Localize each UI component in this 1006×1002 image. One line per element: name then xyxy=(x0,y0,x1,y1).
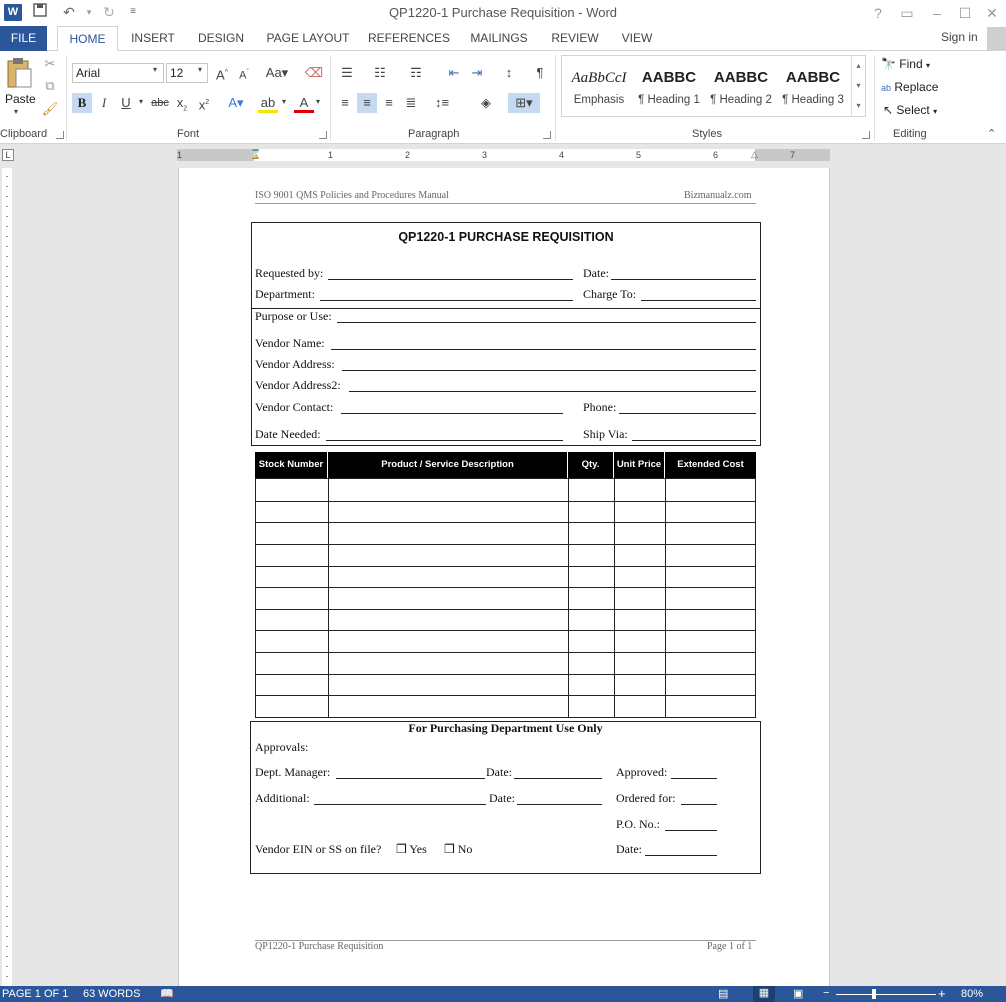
style-preview: AaBbCcI xyxy=(571,70,627,86)
font-group-label: Font xyxy=(177,128,200,140)
ruler-tick xyxy=(6,966,8,967)
change-case-icon[interactable]: Aa▾ xyxy=(265,65,289,80)
table-row[interactable] xyxy=(256,544,755,566)
ruler-tick xyxy=(6,526,8,527)
numbering-icon[interactable]: ☷ xyxy=(374,65,386,80)
table-row[interactable] xyxy=(256,566,755,588)
ruler-number: 2 xyxy=(405,150,411,160)
title-bar xyxy=(0,0,1006,26)
sign-in-link[interactable]: Sign in xyxy=(941,30,978,44)
ruler-tick xyxy=(6,976,8,977)
style-preview: AABBC xyxy=(641,69,697,86)
checkbox-icon[interactable]: ❒ xyxy=(396,842,407,856)
read-mode-icon[interactable]: ▤ xyxy=(718,988,729,1000)
right-indent-marker-icon[interactable]: △ xyxy=(751,149,758,159)
zoom-level[interactable]: 80% xyxy=(961,988,984,1000)
ordered-for-field[interactable] xyxy=(681,804,717,805)
superscript-button[interactable]: $x^2$ xyxy=(198,97,210,113)
bullets-icon[interactable]: ☰ xyxy=(341,65,353,80)
table-row[interactable] xyxy=(256,501,755,523)
date1-field[interactable] xyxy=(514,778,602,779)
paste-dropdown-icon[interactable]: ▾ xyxy=(14,107,19,116)
yes-option[interactable] xyxy=(396,842,427,857)
help-icon[interactable]: ? xyxy=(874,5,882,21)
underline-dropdown-icon[interactable]: ▾ xyxy=(139,97,144,106)
ruler-number: 4 xyxy=(559,150,565,160)
table-row[interactable] xyxy=(256,522,755,544)
zoom-slider[interactable] xyxy=(836,994,936,995)
table-row[interactable] xyxy=(256,695,755,717)
po-no-field[interactable] xyxy=(665,830,717,831)
redo-icon[interactable]: ↻ xyxy=(103,4,115,20)
replace-label: Replace xyxy=(894,80,939,94)
ruler-tick xyxy=(6,846,8,847)
ruler-tick xyxy=(6,716,8,717)
col-header-unit-price: Unit Price xyxy=(614,452,664,478)
ruler-tick xyxy=(6,786,8,787)
align-right-icon[interactable]: ≡ xyxy=(385,95,393,110)
ruler-number: 3 xyxy=(482,150,488,160)
font-name-value: Arial xyxy=(76,66,101,80)
checkbox-icon[interactable]: ❒ xyxy=(444,842,455,856)
purpose-field[interactable] xyxy=(337,322,756,323)
styles-group-label: Styles xyxy=(692,128,722,140)
ruler-tick xyxy=(6,886,8,887)
ruler-tick xyxy=(6,476,8,477)
ship-via-field[interactable] xyxy=(632,440,756,441)
maximize-icon[interactable]: ☐ xyxy=(958,5,972,21)
ruler-tick xyxy=(6,566,8,567)
ruler-tick xyxy=(6,346,8,347)
style-preview: AABBC xyxy=(785,69,841,86)
ruler-tick xyxy=(6,446,8,447)
paragraph-group-label: Paragraph xyxy=(408,128,460,140)
multilevel-list-icon[interactable]: ☶ xyxy=(410,65,422,80)
date-label: Date: xyxy=(583,266,609,280)
po-no-label: P.O. No.: xyxy=(616,817,661,831)
date3-label: Date: xyxy=(616,842,642,856)
ruler-tick xyxy=(6,906,8,907)
sort-icon[interactable]: ↕ xyxy=(505,65,513,80)
highlight-icon[interactable]: ab xyxy=(258,93,278,113)
zoom-slider-handle[interactable] xyxy=(872,989,876,999)
page-count[interactable]: PAGE 1 OF 1 xyxy=(2,988,69,1000)
charge-to-label: Charge To: xyxy=(583,287,637,301)
ruler-tick xyxy=(6,816,8,817)
form-title: QP1220-1 PURCHASE REQUISITION xyxy=(398,230,614,244)
ruler-tick xyxy=(6,396,8,397)
word-count[interactable]: 63 WORDS xyxy=(83,988,141,1000)
ruler-tick xyxy=(6,666,8,667)
tab-review[interactable]: REVIEW xyxy=(551,31,599,45)
ruler-tick xyxy=(6,766,8,767)
tab-design[interactable]: DESIGN xyxy=(197,31,244,45)
style-name: Emphasis xyxy=(573,94,625,106)
clipboard-group-label: Clipboard xyxy=(0,128,48,140)
ruler-tick xyxy=(6,576,8,577)
department-field[interactable] xyxy=(320,300,573,301)
replace-icon: ab xyxy=(881,83,892,93)
tab-mailings[interactable]: MAILINGS xyxy=(470,31,528,45)
collapse-ribbon-icon[interactable]: ⌃ xyxy=(987,128,997,140)
style-heading-1[interactable] xyxy=(634,56,704,116)
ruler-tick xyxy=(6,546,8,547)
vendor-address-label: Vendor Address: xyxy=(255,357,335,371)
vendor-address2-field[interactable] xyxy=(349,391,756,392)
charge-to-field[interactable] xyxy=(641,300,756,301)
ruler-tick xyxy=(6,606,8,607)
ruler-tick xyxy=(6,586,8,587)
font-color-dropdown-icon[interactable]: ▾ xyxy=(316,97,321,106)
borders-icon[interactable]: ⊞▾ xyxy=(508,93,540,113)
style-heading-2[interactable] xyxy=(706,56,776,116)
ruler-tick xyxy=(6,736,8,737)
ruler-tick xyxy=(6,266,8,267)
date-field[interactable] xyxy=(611,279,756,280)
web-layout-icon[interactable]: ▣ xyxy=(793,988,804,1000)
date1-label: Date: xyxy=(486,765,512,779)
ruler-tick xyxy=(6,296,8,297)
items-table xyxy=(255,452,756,718)
paste-icon[interactable] xyxy=(5,57,33,89)
left-indent-marker-icon[interactable]: ⌛ xyxy=(250,149,262,159)
styles-gallery xyxy=(561,55,866,117)
replace-button[interactable] xyxy=(881,80,938,94)
justify-icon[interactable]: ≣ xyxy=(405,95,417,110)
ruler-tick xyxy=(6,686,8,687)
no-label: No xyxy=(457,842,473,856)
col-header-description: Product / Service Description xyxy=(328,452,567,478)
ruler-tick xyxy=(6,856,8,857)
col-header-stock-number: Stock Number xyxy=(255,452,327,478)
dept-manager-label: Dept. Manager: xyxy=(255,765,331,779)
ruler-tick xyxy=(6,896,8,897)
shading-icon[interactable]: ◈ xyxy=(481,95,491,110)
table-column-divider xyxy=(328,479,329,717)
ruler-tick xyxy=(6,436,8,437)
ruler-tick xyxy=(6,186,8,187)
ruler-tick xyxy=(6,236,8,237)
clear-formatting-icon[interactable]: ⌫ xyxy=(304,65,324,80)
ruler-tick xyxy=(6,176,8,177)
ruler-tick xyxy=(6,556,8,557)
vendor-contact-field[interactable] xyxy=(341,413,563,414)
align-center-icon[interactable]: ≡ xyxy=(357,93,377,113)
ruler-number: 7 xyxy=(790,150,796,160)
ruler-tick xyxy=(6,456,8,457)
ruler-tick xyxy=(6,226,8,227)
ship-via-label: Ship Via: xyxy=(583,427,628,441)
ruler-tick xyxy=(6,796,8,797)
font-size-dropdown-icon[interactable]: ▾ xyxy=(198,65,203,74)
increase-indent-icon[interactable]: ⇥ xyxy=(471,65,483,80)
col-header-extended-cost: Extended Cost xyxy=(665,452,756,478)
vendor-address2-label: Vendor Address2: xyxy=(255,378,341,392)
ribbon-home xyxy=(0,51,1006,144)
date-needed-label: Date Needed: xyxy=(255,427,321,441)
italic-button[interactable]: I xyxy=(101,95,107,110)
minimize-icon[interactable]: – xyxy=(933,5,941,21)
select-label: Select xyxy=(896,103,930,117)
styles-launcher-icon[interactable] xyxy=(862,131,870,139)
table-row[interactable] xyxy=(256,674,755,696)
date3-field[interactable] xyxy=(645,855,717,856)
phone-label: Phone: xyxy=(583,400,617,414)
copy-icon[interactable]: ⧉ xyxy=(45,78,55,93)
department-label: Department: xyxy=(255,287,315,301)
vertical-ruler[interactable] xyxy=(2,168,12,986)
subscript-button[interactable]: $x_2$ xyxy=(176,95,188,113)
table-row[interactable] xyxy=(256,609,755,631)
font-size-value: 12 xyxy=(170,66,184,80)
ruler-tick xyxy=(6,696,8,697)
ruler-tick xyxy=(6,316,8,317)
table-column-divider xyxy=(614,479,615,717)
ruler-tick xyxy=(6,826,8,827)
ruler-tick xyxy=(6,646,8,647)
paragraph-launcher-icon[interactable] xyxy=(543,131,551,139)
grow-font-icon[interactable]: A^ xyxy=(216,67,228,83)
ribbon-display-icon[interactable]: ▭ xyxy=(900,5,914,21)
cut-icon[interactable]: ✂ xyxy=(44,56,56,71)
zoom-in-icon[interactable]: + xyxy=(938,986,946,1001)
header-rule xyxy=(255,203,756,204)
line-spacing-icon[interactable]: ↕≡ xyxy=(434,95,450,110)
ruler-tick xyxy=(6,416,8,417)
clipboard-launcher-icon[interactable] xyxy=(56,131,64,139)
ruler-tick xyxy=(6,836,8,837)
ruler-tick xyxy=(6,726,8,727)
date2-field[interactable] xyxy=(517,804,602,805)
ruler-tick xyxy=(6,756,8,757)
window-title: QP1220-1 Purchase Requisition - Word xyxy=(388,5,618,20)
date-needed-field[interactable] xyxy=(326,440,563,441)
ruler-tick xyxy=(6,876,8,877)
font-color-icon[interactable]: A xyxy=(294,93,314,113)
ruler-tick xyxy=(6,956,8,957)
style-name: ¶ Heading 2 xyxy=(710,94,772,106)
header-left: ISO 9001 QMS Policies and Procedures Manual xyxy=(255,190,449,201)
ordered-for-label: Ordered for: xyxy=(616,791,676,805)
dept-manager-field[interactable] xyxy=(336,778,485,779)
ruler-tick xyxy=(6,306,8,307)
col-header-qty: Qty. xyxy=(568,452,613,478)
ruler-tick xyxy=(6,636,8,637)
ruler-tick xyxy=(6,356,8,357)
ruler-tick xyxy=(6,936,8,937)
ruler-tick xyxy=(6,616,8,617)
tab-selector-icon[interactable]: L xyxy=(2,149,14,161)
find-dropdown-icon: ▾ xyxy=(925,61,930,70)
ruler-tick xyxy=(6,596,8,597)
underline-button[interactable]: U xyxy=(121,95,131,110)
ruler-tick xyxy=(6,466,8,467)
ruler-tick xyxy=(6,626,8,627)
vendor-name-label: Vendor Name: xyxy=(255,336,325,350)
ruler-tick xyxy=(6,676,8,677)
ruler-tick xyxy=(6,426,8,427)
ruler-tick xyxy=(6,256,8,257)
purchasing-title: For Purchasing Department Use Only xyxy=(408,721,603,735)
ruler-tick xyxy=(6,276,8,277)
font-launcher-icon[interactable] xyxy=(319,131,327,139)
style-name: ¶ Heading 1 xyxy=(638,94,700,106)
ruler-tick xyxy=(6,916,8,917)
bold-button[interactable]: B xyxy=(72,93,92,113)
ruler-tick xyxy=(6,326,8,327)
close-icon[interactable]: ✕ xyxy=(986,5,998,21)
additional-label: Additional: xyxy=(255,791,310,805)
tab-page-layout[interactable]: PAGE LAYOUT xyxy=(266,31,350,45)
vendor-ein-label: Vendor EIN or SS on file? xyxy=(255,842,382,856)
ruler-tick xyxy=(6,486,8,487)
tab-file[interactable]: FILE xyxy=(0,26,47,51)
ruler-tick xyxy=(6,496,8,497)
undo-icon[interactable]: ↶ xyxy=(63,4,75,20)
format-painter-icon[interactable]: 🖌 xyxy=(41,101,59,116)
additional-field[interactable] xyxy=(314,804,486,805)
style-heading-3[interactable] xyxy=(778,56,848,116)
print-layout-icon[interactable]: ▦ xyxy=(753,986,775,1002)
font-name-box[interactable] xyxy=(72,63,164,83)
style-emphasis[interactable] xyxy=(564,56,634,116)
avatar[interactable] xyxy=(987,27,1006,50)
approvals-label: Approvals: xyxy=(255,740,309,754)
tab-view[interactable]: VIEW xyxy=(621,31,653,45)
ruler-tick xyxy=(6,366,8,367)
select-dropdown-icon: ▾ xyxy=(933,107,938,116)
ruler-tick xyxy=(6,206,8,207)
table-row[interactable] xyxy=(256,587,755,609)
ruler-tick xyxy=(6,376,8,377)
strikethrough-button[interactable]: abc xyxy=(151,97,169,109)
header-right: Bizmanualz.com xyxy=(684,190,752,201)
ruler-tick xyxy=(6,216,8,217)
ruler-tick xyxy=(6,196,8,197)
ruler-number: 1 xyxy=(328,150,334,160)
ruler-tick xyxy=(6,776,8,777)
requested-by-label: Requested by: xyxy=(255,266,324,280)
customize-qat-icon[interactable]: ≡ xyxy=(130,6,136,17)
approved-label: Approved: xyxy=(616,765,668,779)
ribbon-tabs xyxy=(0,26,1006,51)
style-name: ¶ Heading 3 xyxy=(782,94,844,106)
undo-dropdown-icon[interactable]: ▾ xyxy=(86,7,92,17)
style-preview: AABBC xyxy=(713,69,769,86)
text-effects-icon[interactable]: A▾ xyxy=(228,95,244,110)
document-page[interactable] xyxy=(178,168,830,986)
ruler-tick xyxy=(6,866,8,867)
purpose-label: Purpose or Use: xyxy=(255,309,332,323)
tab-insert[interactable]: INSERT xyxy=(131,31,175,45)
select-button[interactable] xyxy=(883,103,937,117)
table-row[interactable] xyxy=(256,630,755,652)
ruler-tick xyxy=(6,656,8,657)
highlight-dropdown-icon[interactable]: ▾ xyxy=(282,97,287,106)
ruler-tick xyxy=(6,286,8,287)
horizontal-ruler[interactable] xyxy=(177,149,830,161)
date2-label: Date: xyxy=(489,791,515,805)
font-name-dropdown-icon[interactable]: ▾ xyxy=(153,65,158,74)
decrease-indent-icon[interactable]: ⇤ xyxy=(448,65,460,80)
proofing-icon[interactable]: 📖 xyxy=(160,988,174,1000)
ruler-tick xyxy=(6,946,8,947)
ruler-tick xyxy=(6,746,8,747)
vendor-address-field[interactable] xyxy=(342,370,756,371)
zoom-out-icon[interactable]: − xyxy=(823,987,830,999)
table-column-divider xyxy=(665,479,666,717)
ruler-tick xyxy=(6,406,8,407)
ruler-number: 6 xyxy=(713,150,719,160)
paste-button[interactable]: Paste xyxy=(5,92,36,106)
cursor-icon: ↖ xyxy=(883,103,894,117)
table-body xyxy=(255,478,756,718)
word-app-icon[interactable]: W xyxy=(4,4,22,21)
ruler-tick xyxy=(6,926,8,927)
footer-left: QP1220-1 Purchase Requisition xyxy=(255,941,384,952)
ruler-tick xyxy=(6,386,8,387)
ruler-tick xyxy=(6,536,8,537)
ruler-number: 5 xyxy=(636,150,642,160)
footer-right: Page 1 of 1 xyxy=(707,941,753,952)
vendor-name-field[interactable] xyxy=(331,349,756,350)
ruler-tick xyxy=(6,246,8,247)
table-row[interactable] xyxy=(256,652,755,674)
ruler-tick xyxy=(6,516,8,517)
ruler-tick xyxy=(6,806,8,807)
tab-references[interactable]: REFERENCES xyxy=(367,31,450,45)
requested-by-field[interactable] xyxy=(328,279,573,280)
align-left-icon[interactable]: ≡ xyxy=(341,95,349,110)
styles-scroll[interactable]: ▴ ▾ ▾ xyxy=(851,56,865,116)
table-row[interactable] xyxy=(256,479,755,501)
yes-label: Yes xyxy=(409,842,427,856)
phone-field[interactable] xyxy=(619,413,756,414)
table-column-divider xyxy=(568,479,569,717)
shrink-font-icon[interactable]: $A^ˇ$ xyxy=(239,69,249,82)
find-button[interactable] xyxy=(881,57,930,71)
no-option[interactable] xyxy=(444,842,472,857)
approved-field[interactable] xyxy=(671,778,717,779)
show-formatting-icon[interactable]: ¶ xyxy=(536,65,544,80)
vendor-contact-label: Vendor Contact: xyxy=(255,400,334,414)
ruler-number: 1 xyxy=(177,150,183,160)
find-label: Find xyxy=(899,57,923,71)
ruler-tick xyxy=(6,336,8,337)
editing-group-label: Editing xyxy=(893,128,927,140)
ruler-tick xyxy=(6,506,8,507)
status-bar xyxy=(0,986,1006,1002)
tab-home[interactable]: HOME xyxy=(57,26,118,52)
ruler-tick xyxy=(6,706,8,707)
binoculars-icon: 🔭 xyxy=(881,57,896,71)
